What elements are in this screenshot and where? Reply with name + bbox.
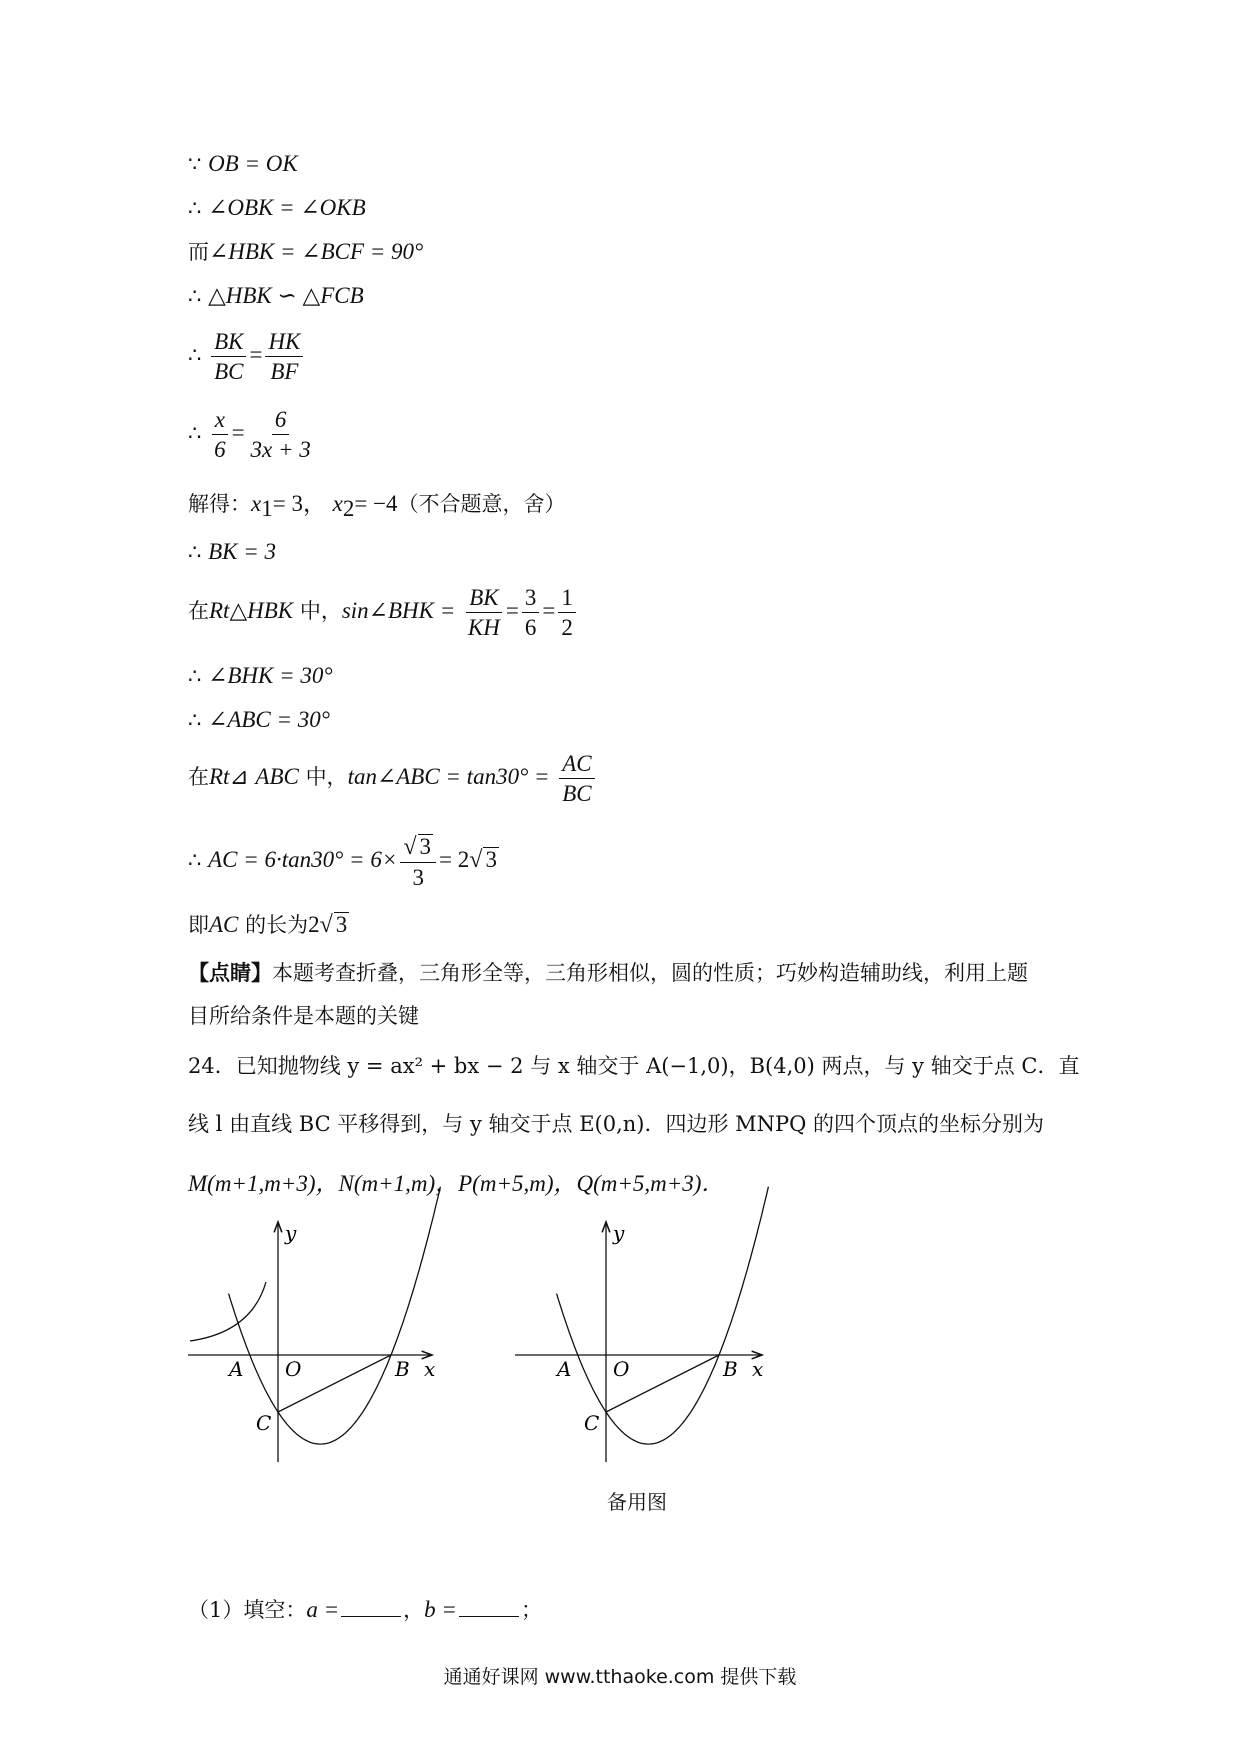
therefore-symbol: ∴ [188, 848, 202, 872]
therefore-symbol: ∴ [188, 540, 202, 564]
label-y: y [285, 1221, 297, 1245]
answer-blank-a[interactable] [341, 1615, 401, 1617]
label-c: C [256, 1411, 272, 1435]
question-1: （1）填空：a = ，b = ； [188, 1597, 542, 1622]
equation: △HBK ∽ △FCB [208, 283, 364, 308]
footer: 通通好课网 www.tthaoke.com 提供下载 [443, 1666, 797, 1688]
line-13: ∴ AC = 6·tan30° = 6× $\frac{√ 3}{3}$ = 2√ 3 [188, 834, 497, 890]
label-a: A [229, 1357, 244, 1381]
figure-caption: 备用图 [607, 1490, 667, 1514]
equation: BK = 3 [208, 539, 276, 564]
line-14: 即AC 的长为2√ 3 [188, 912, 348, 938]
fraction: $\frac{BK}{BC}$ [211, 330, 246, 383]
parabola-curve [229, 1187, 441, 1444]
fraction: $\frac{HK}{BF}$ [265, 330, 303, 383]
label-o: O [285, 1357, 302, 1381]
therefore-symbol: ∴ [188, 421, 202, 445]
figure-spare [515, 1187, 768, 1462]
line-7: 解得：$x_1= 3$， $x_2= -4$（不合题意，舍） [188, 491, 566, 522]
answer-blank-b[interactable] [459, 1615, 519, 1617]
label-b: B [723, 1357, 738, 1381]
line-12: 在Rt⊿ ABC 中，tan∠ABC = tan30° = $\frac{AC}{BC}$ [188, 752, 598, 805]
label-o: O [613, 1357, 630, 1381]
equation: ∠ABC = 30° [208, 707, 330, 732]
fraction: $\frac{√ 3}{3}$ [400, 834, 436, 889]
problem-24-line-2: 线 l 由直线 BC 平移得到，与 y 轴交于点 E(0,n)．四边形 MNPQ 的四个顶点的坐标分别为 [188, 1112, 1045, 1136]
note-text: （不合题意，舍） [397, 492, 566, 516]
therefore-symbol: ∴ [188, 196, 202, 220]
equation: ∠OBK = ∠OKB [208, 195, 366, 220]
line-6: ∴ $\frac{x}{6}$ = $\frac{6}{3x + 3}$ [188, 408, 317, 461]
figure-main [188, 1187, 440, 1462]
label-b: B [395, 1357, 410, 1381]
because-symbol: ∵ [188, 152, 202, 176]
label-x: x [424, 1357, 436, 1381]
equation: ∠HBK = ∠BCF = 90° [209, 239, 424, 264]
fraction: $\frac{3}{6}$ [522, 586, 540, 639]
prefix-text: 解得： [188, 492, 251, 516]
prefix-text: 而 [188, 240, 209, 264]
therefore-symbol: ∴ [188, 664, 202, 688]
fraction: $\frac{BK}{KH}$ [467, 585, 500, 640]
problem-24-line-3: M(m+1,m+3)，N(m+1,m)，P(m+5,m)，Q(m+5,m+3)． [188, 1171, 725, 1196]
problem-24-line-1: 24．已知抛物线 y = ax² + bx − 2 与 x 轴交于 A(−1,0)，B(4,0) 两点，与 y 轴交于点 C．直 [188, 1054, 1080, 1078]
aux-curve [190, 1282, 266, 1341]
therefore-symbol: ∴ [188, 284, 202, 308]
dianjing-line-1: 【点睛】本题考查折叠，三角形全等，三角形相似，圆的性质；巧妙构造辅助线，利用上题 [188, 960, 1028, 985]
fraction: $\frac{x}{6}$ [211, 408, 229, 461]
label-a: A [557, 1357, 572, 1381]
line-9: 在Rt△HBK 中，sin∠BHK = $\frac{BK}{KH}$ = $\frac{3}{6}$ = $\frac{1}{2}$ [188, 586, 579, 639]
dianjing-tag: 【点睛】 [188, 960, 272, 985]
therefore-symbol: ∴ [188, 343, 202, 367]
fraction: $\frac{1}{2}$ [558, 586, 576, 639]
parabola-curve [557, 1187, 769, 1444]
equation: ∠BHK = 30° [208, 663, 333, 688]
fraction: $\frac{6}{3x + 3}$ [250, 407, 311, 462]
equation: OB = OK [208, 151, 298, 176]
dianjing-line-2: 目所给条件是本题的关键 [188, 1004, 419, 1028]
label-y: y [613, 1221, 625, 1245]
fraction: $\frac{AC}{BC}$ [559, 752, 594, 805]
label-c: C [584, 1411, 600, 1435]
line-5: ∴ $\frac{BK}{BC}$ = $\frac{HK}{BF}$ [188, 330, 306, 383]
therefore-symbol: ∴ [188, 708, 202, 732]
label-x: x [752, 1357, 764, 1381]
